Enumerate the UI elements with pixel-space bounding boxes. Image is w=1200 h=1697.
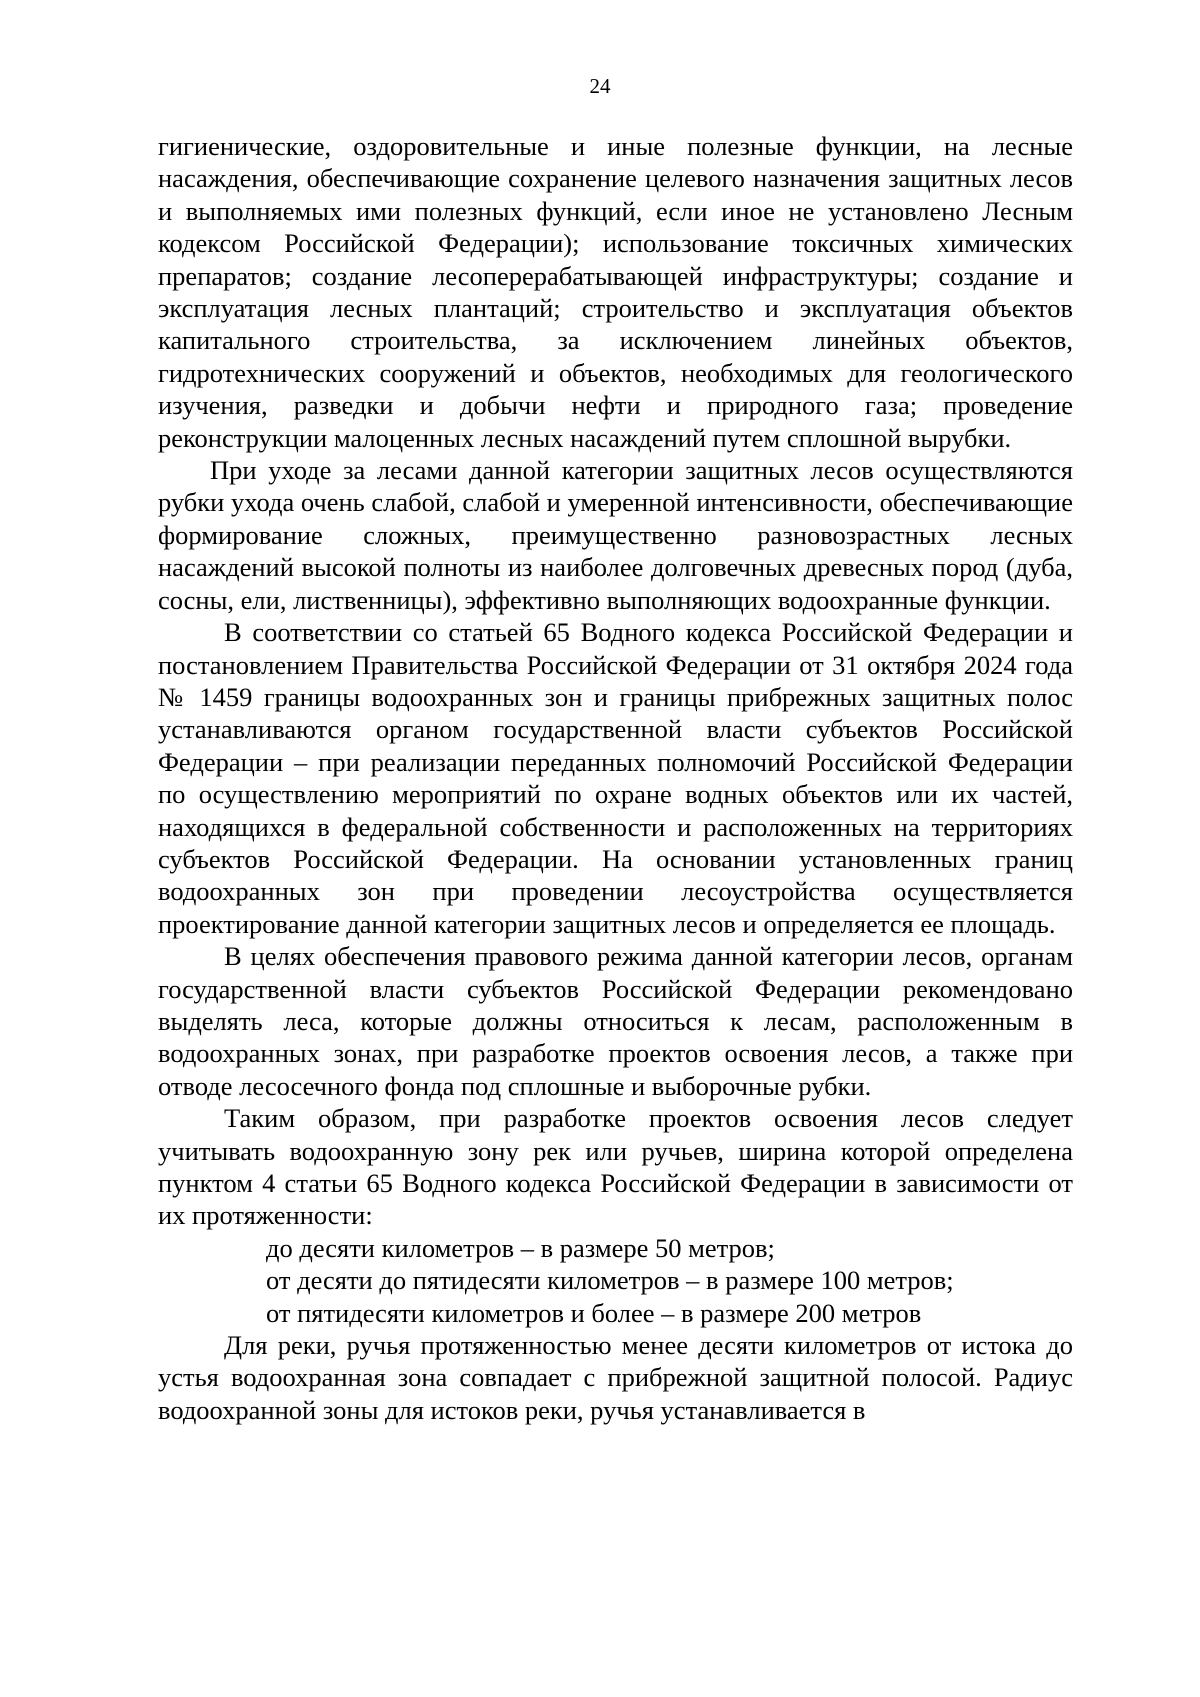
document-body [158, 130, 1073, 1426]
list-item: от десяти до пятидесяти километров – в размере 100 метров; [266, 1265, 954, 1296]
list-item: до десяти километров – в размере 50 метров; [266, 1232, 775, 1263]
paragraph-water-protection-zone: Таким образом, при разработке проектов освоения лесов следует учитывать водоохранную зону рек или ручьев, ширина которой определена пунктом 4 статьи 65 Водного кодекса Российской Федерации в зависимости от их протяженности: [158, 1103, 1073, 1231]
paragraph-water-code: В соответствии со статьей 65 Водного кодекса Российской Федерации и постановлением Правительства Российской Федерации от 31 октября 2024 года № 1459 границы водоохранных зон и границы прибрежных защитных полос устанавливаются органом государственной власти субъектов Российской Федерации – при реализации переданных полномочий Российской Федерации по осуществлению мероприятий по охране водных объектов или их частей, находящихся в федеральной собственности и расположенных на территориях субъектов Российской Федерации. На основании установленных границ водоохранных зон при проведении лесоустройства осуществляется проектирование данной категории защитных лесов и определяется ее площадь. [158, 617, 1073, 939]
paragraph-forest-care: При уходе за лесами данной категории защитных лесов осуществляются рубки ухода очень слабой, слабой и умеренной интенсивности, обеспечивающие формирование сложных, преимущественно разновозрастных лесных насаждений высокой полноты из наиболее долговечных древесных пород (дуба, сосны, ели, лиственницы), эффективно выполняющих водоохранные функции. [158, 455, 1073, 615]
list-item: от пятидесяти километров и более – в размере 200 метров [266, 1297, 922, 1328]
paragraph-short-rivers: Для реки, ручья протяженностью менее десяти километров от истока до устья водоохранная зона совпадает с прибрежной защитной полосой. Радиус водоохранной зоны для истоков реки, ручья устанавливается в [158, 1330, 1073, 1425]
paragraph-legal-regime: В целях обеспечения правового режима данной категории лесов, органам государственной власти субъектов Российской Федерации рекомендовано выделять леса, которые должны относиться к лесам, расположенным в водоохранных зонах, при разработке проектов освоения лесов, а также при отводе лесосечного фонда под сплошные и выборочные рубки. [158, 941, 1073, 1101]
paragraph-continuation: гигиенические, оздоровительные и иные полезные функции, на лесные насаждения, обеспечивающие сохранение целевого назначения защитных лесов и выполняемых ими полезных функций, если иное не установлено Лесным кодексом Российской Федерации); использование токсичных химических препаратов; создание лесоперерабатывающей инфраструктуры; создание и эксплуатация лесных плантаций; строительство и эксплуатация объектов капитального строительства, за исключением линейных объектов, гидротехнических сооружений и объектов, необходимых для геологического изучения, разведки и добычи нефти и природного газа; проведение реконструкции малоценных лесных насаждений путем сплошной вырубки. [158, 131, 1073, 453]
page-number: 24 [589, 74, 611, 98]
